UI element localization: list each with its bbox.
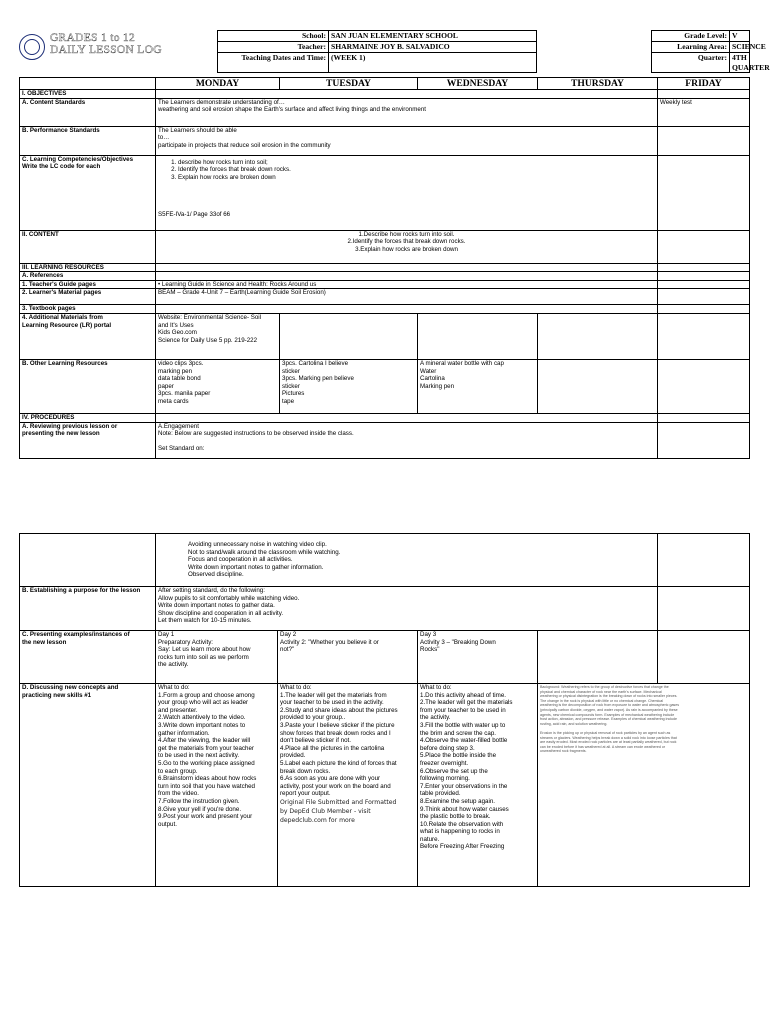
performance-standards-text: The Learners should be able to… participate in projects that reduce soil erosion in the community (156, 126, 658, 155)
day-header-thursday: THURSDAY (538, 78, 658, 90)
reviewing-lesson-label: A. Reviewing previous lesson or presenting the new lesson (20, 422, 156, 458)
grade-label: Grade Level: (652, 31, 730, 42)
examples-wednesday: Day 3 Activity 3 – "Breaking Down Rocks" (418, 631, 538, 684)
document-title: GRADES 1 to 12 DAILY LESSON LOG (50, 32, 162, 56)
quarter-value: 4TH QUARTER (730, 53, 750, 73)
day-header-wednesday: WEDNESDAY (418, 78, 538, 90)
weathering-background-text: Background: Weathering refers to the group of destructive forces that change the physical and chemical character of rock near the earth's surface. Mechanical weathering or physical disintegration is the breaking down of rocks into smaller pieces. The change in the rock is physical with little or no chemical change. Chemical weathering is the decomposition of rock from exposure to water and atmospheric gases (principally carbon dioxide, oxygen, and water vapor). As rain is accompanied by these agents, new chemical compounds form. Examples of mechanical weathering include frost action, abrasion, and pressure release. Examples of chemical weathering include rusting, acid rain, and solution weathering. Erosion is the picking up or physical removal of rock particles by an agent such as streams or glaciers. Weathering helps break down a solid rock into loose particles that are easily eroded. Most eroded rock particles are at least partially weathered, but rock can be eroded before it has weathered at all. A stream can erode weathered or unweathered rock fragments. (538, 684, 750, 887)
day-header-friday: FRIDAY (658, 78, 750, 90)
content-standards-label: A. Content Standards (20, 98, 156, 126)
textbook-label: 3. Textbook pages (20, 305, 156, 314)
header-info-table (217, 30, 770, 73)
teacher-label: Teacher: (218, 42, 329, 53)
lesson-log-table-continued (19, 533, 750, 887)
objectives-heading: I. OBJECTIVES (20, 90, 156, 99)
content-standards-text: The Learners demonstrate understanding of… weathering and soil erosion shape the Earth's surface and affect living things and the environment (156, 98, 658, 126)
other-resources-monday: video clips 3pcs. marking pen data table bond paper 3pcs. manila paper meta cards (156, 359, 280, 413)
presenting-examples-label: C. Presenting examples/instances of the new lesson (20, 631, 156, 684)
discuss-wednesday: What to do: 1.Do this activity ahead of time. 2.The leader will get the materials from your teacher to be used in the activity. 3.Fill the bottle with water up to the brim and screw the cap. 4.Observe the water-filled bottle before doing step 3. 5.Place the bottle inside the freezer overnight. 6.Observe the set up the following morning. 7.Enter your observations in the table provided. 8.Examine the setup again. 9.Think about how water causes the plastic bottle to break. 10.Relate the observation with what is happening to rocks in nature. Before Freezing After Freezing (418, 684, 538, 887)
learning-resources-heading: III. LEARNING RESOURCES (20, 263, 156, 272)
additional-materials-label: 4. Additional Materials from Learning Resource (LR) portal (20, 313, 156, 359)
school-value: SAN JUAN ELEMENTARY SCHOOL (329, 31, 537, 42)
performance-standards-label: B. Performance Standards (20, 126, 156, 155)
references-label: A. References (20, 272, 156, 281)
examples-tuesday: Day 2 Activity 2: "Whether you believe it or not?" (278, 631, 418, 684)
procedures-heading: IV. PROCEDURES (20, 413, 156, 422)
class-standards-list: Avoiding unnecessary noise in watching video clip. Not to stand/walk around the classroom while watching. Focus and cooperation in all activities. Write down important notes to gather information. Observed discipline. (156, 534, 658, 587)
lc-code: S5FE-IVa-1/ Page 33of 66 (158, 211, 231, 219)
teachers-guide-text: • Learning Guide in Science and Health: Rocks Around us (156, 280, 658, 289)
learning-area-label: Learning Area: (652, 42, 730, 53)
content-label: II. CONTENT (20, 230, 156, 263)
dates-label: Teaching Dates and Time: (218, 53, 329, 73)
additional-materials-text: Website: Environmental Science- Soil and It's Uses Kids Geo.com Science for Daily Use 5 pp. 219-222 (156, 313, 280, 359)
weekly-test: Weekly test (658, 98, 750, 126)
deped-seal-icon (19, 34, 45, 60)
grade-value: V (730, 31, 750, 42)
school-label: School: (218, 31, 329, 42)
purpose-label: B. Establishing a purpose for the lesson (20, 587, 156, 631)
other-resources-label: B. Other Learning Resources (20, 359, 156, 413)
learners-material-label: 2. Learner's Material pages (20, 289, 156, 305)
discuss-tuesday: What to do: 1.The leader will get the materials from your teacher to be used in the activity. 2.Study and share ideas about the pictures provided to your group.. 3.Paste your I believe sticker if the picture show forces that break down rocks and I don't believe sticker if not. 4.Place all the pictures in the cartolina provided. 5.Label each picture the kind of forces that break down rocks. 6.As soon as you are done with your activity, post your work on the board and report your output. Original File Submitted and Formatted by DepEd Club Member - visit depedclub.com for more (278, 684, 418, 887)
purpose-text: After setting standard, do the following: Allow pupils to sit comfortably while watching video. Write down important notes to gather data. Show discipline and cooperation in all activity. Let them watch for 10-15 minutes. (156, 587, 658, 631)
discussing-concepts-label: D. Discussing new concepts and practicing new skills #1 (20, 684, 156, 887)
deped-club-note: Original File Submitted and Formatted by DepEd Club Member - visit depedclub.com for more (280, 798, 397, 824)
reviewing-lesson-text: A.Engagement Note: Below are suggested instructions to be observed inside the class. Set Standard on: (156, 422, 658, 458)
learning-competencies-text: 1. describe how rocks turn into soil; 2. Identify the forces that break down rocks. 3. Explain how rocks are broken down S5FE-IVa-1/ Page 33of 66 (156, 155, 658, 230)
other-resources-tuesday: 3pcs. Cartolina I believe sticker 3pcs. Marking pen believe sticker Pictures tape (280, 359, 418, 413)
quarter-label: Quarter: (652, 53, 730, 73)
learning-area-value: SCIENCE (730, 42, 750, 53)
discuss-monday: What to do: 1.Form a group and choose among your group who will act as leader and presenter. 2.Watch attentively to the video. 3.Write down important notes to gather information. 4.After the viewing, the leader will get the materials from your teacher to be used in the next activity. 5.Go to the working place assigned to each group. 6.Brainstorm ideas about how rocks turn into soil that you have watched from the video. 7.Follow the instruction given. 8.Give your yell if you're done. 9.Post your work and present your output. (156, 684, 278, 887)
day-header-monday: MONDAY (156, 78, 280, 90)
day-header-tuesday: TUESDAY (280, 78, 418, 90)
learning-competencies-label: C. Learning Competencies/Objectives Write the LC code for each (20, 155, 156, 230)
teacher-value: SHARMAINE JOY B. SALVADICO (329, 42, 537, 53)
lesson-log-table (19, 77, 750, 459)
dates-value: (WEEK 1) (329, 53, 537, 73)
other-resources-wednesday: A mineral water bottle with cap Water Cartolina Marking pen (418, 359, 538, 413)
learners-material-text: BEAM – Grade 4-Unit 7 – Earth(Learning Guide Soil Erosion) (156, 289, 658, 305)
content-text: 1.Describe how rocks turn into soil. 2.Identify the forces that break down rocks. 3.Explain how rocks are broken down (156, 230, 658, 263)
examples-monday: Day 1 Preparatory Activity: Say: Let us learn more about how rocks turn into soil as we perform the activity. (156, 631, 278, 684)
teachers-guide-label: 1. Teacher's Guide pages (20, 280, 156, 289)
